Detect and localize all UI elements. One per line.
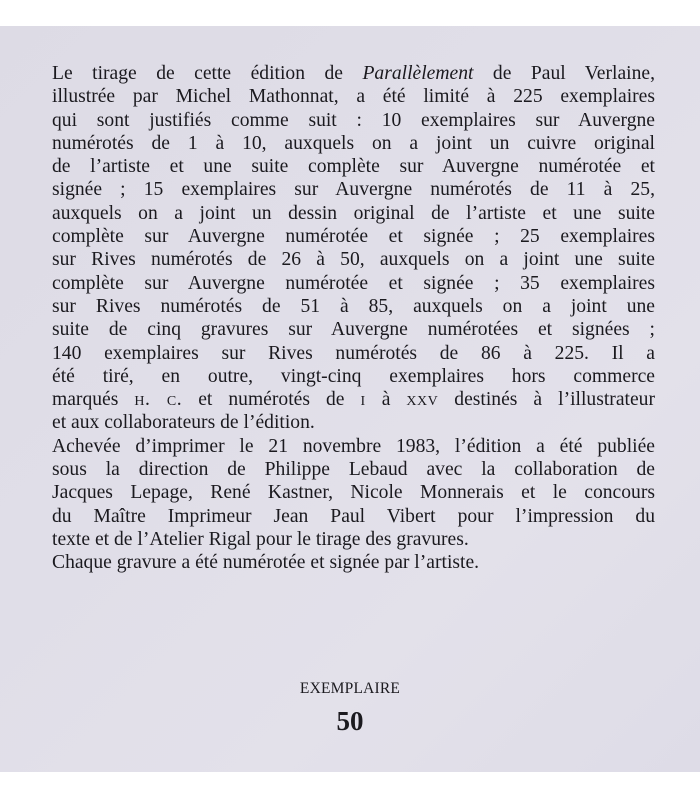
text-line: Chaque gravure a été numérotée et signée par l’artiste. [52, 552, 480, 574]
text-segment: destinés à l’illustrateur [438, 389, 655, 411]
text-line: auxquels on a joint un dessin original de l’artiste et une suite [52, 202, 655, 224]
justification-text [52, 62, 655, 575]
hors-commerce-mark: h. c. [134, 389, 183, 411]
text-line: complète sur Auvergne numérotée et signée ; 25 exemplaires [52, 226, 655, 248]
text-line: sous la direction de Philippe Lebaud avec la collaboration de [52, 459, 655, 481]
text-line [52, 388, 655, 411]
text-segment: marqués [52, 389, 135, 411]
text-segment: et numérotés de [182, 389, 361, 411]
exemplaire-label: EXEMPLAIRE [299, 680, 401, 697]
text-line: qui sont justifiés comme suit : 10 exemplaires sur Auvergne [52, 109, 655, 131]
text-line: sur Rives numérotés de 26 à 50, auxquels on a joint une suite [52, 249, 655, 271]
colophon-page [0, 26, 700, 772]
text-segment: de Paul Verlaine, [473, 63, 655, 84]
text-line: signée ; 15 exemplaires sur Auvergne numérotés de 11 à 25, [52, 179, 655, 201]
text-segment: Le tirage de cette édition de [52, 63, 363, 84]
text-line: de l’artiste et une suite complète sur Auvergne numérotée et [52, 156, 655, 178]
text-line: illustrée par Michel Mathonnat, a été limité à 225 exemplaires [52, 86, 655, 108]
book-title: Parallèlement [362, 63, 474, 84]
roman-numeral: i [360, 389, 366, 411]
text-line: 140 exemplaires sur Rives numérotés de 86 à 225. Il a [52, 342, 655, 364]
text-line: texte et de l’Atelier Rigal pour le tirage des gravures. [52, 528, 469, 550]
text-line: et aux collaborateurs de l’édition. [52, 412, 315, 434]
text-line: été tiré, en outre, vingt-cinq exemplaires hors commerce [52, 365, 655, 387]
text-line: numérotés de 1 à 10, auxquels on a joint un cuivre original [52, 132, 655, 154]
text-line: sur Rives numérotés de 51 à 85, auxquels on a joint une [52, 295, 655, 317]
text-line: Achevée d’imprimer le 21 novembre 1983, l’édition a été publiée [52, 435, 655, 457]
text-line: Jacques Lepage, René Kastner, Nicole Monnerais et le concours [52, 482, 655, 504]
text-line: du Maître Imprimeur Jean Paul Vibert pour l’impression du [52, 505, 655, 527]
roman-numeral: xxv [406, 389, 439, 411]
exemplaire-number: 50 [336, 706, 364, 736]
text-line: suite de cinq gravures sur Auvergne numérotées et signées ; [52, 319, 655, 341]
text-line: complète sur Auvergne numérotée et signée ; 35 exemplaires [52, 272, 655, 294]
text-segment: à [365, 389, 407, 411]
text-line [52, 62, 655, 85]
